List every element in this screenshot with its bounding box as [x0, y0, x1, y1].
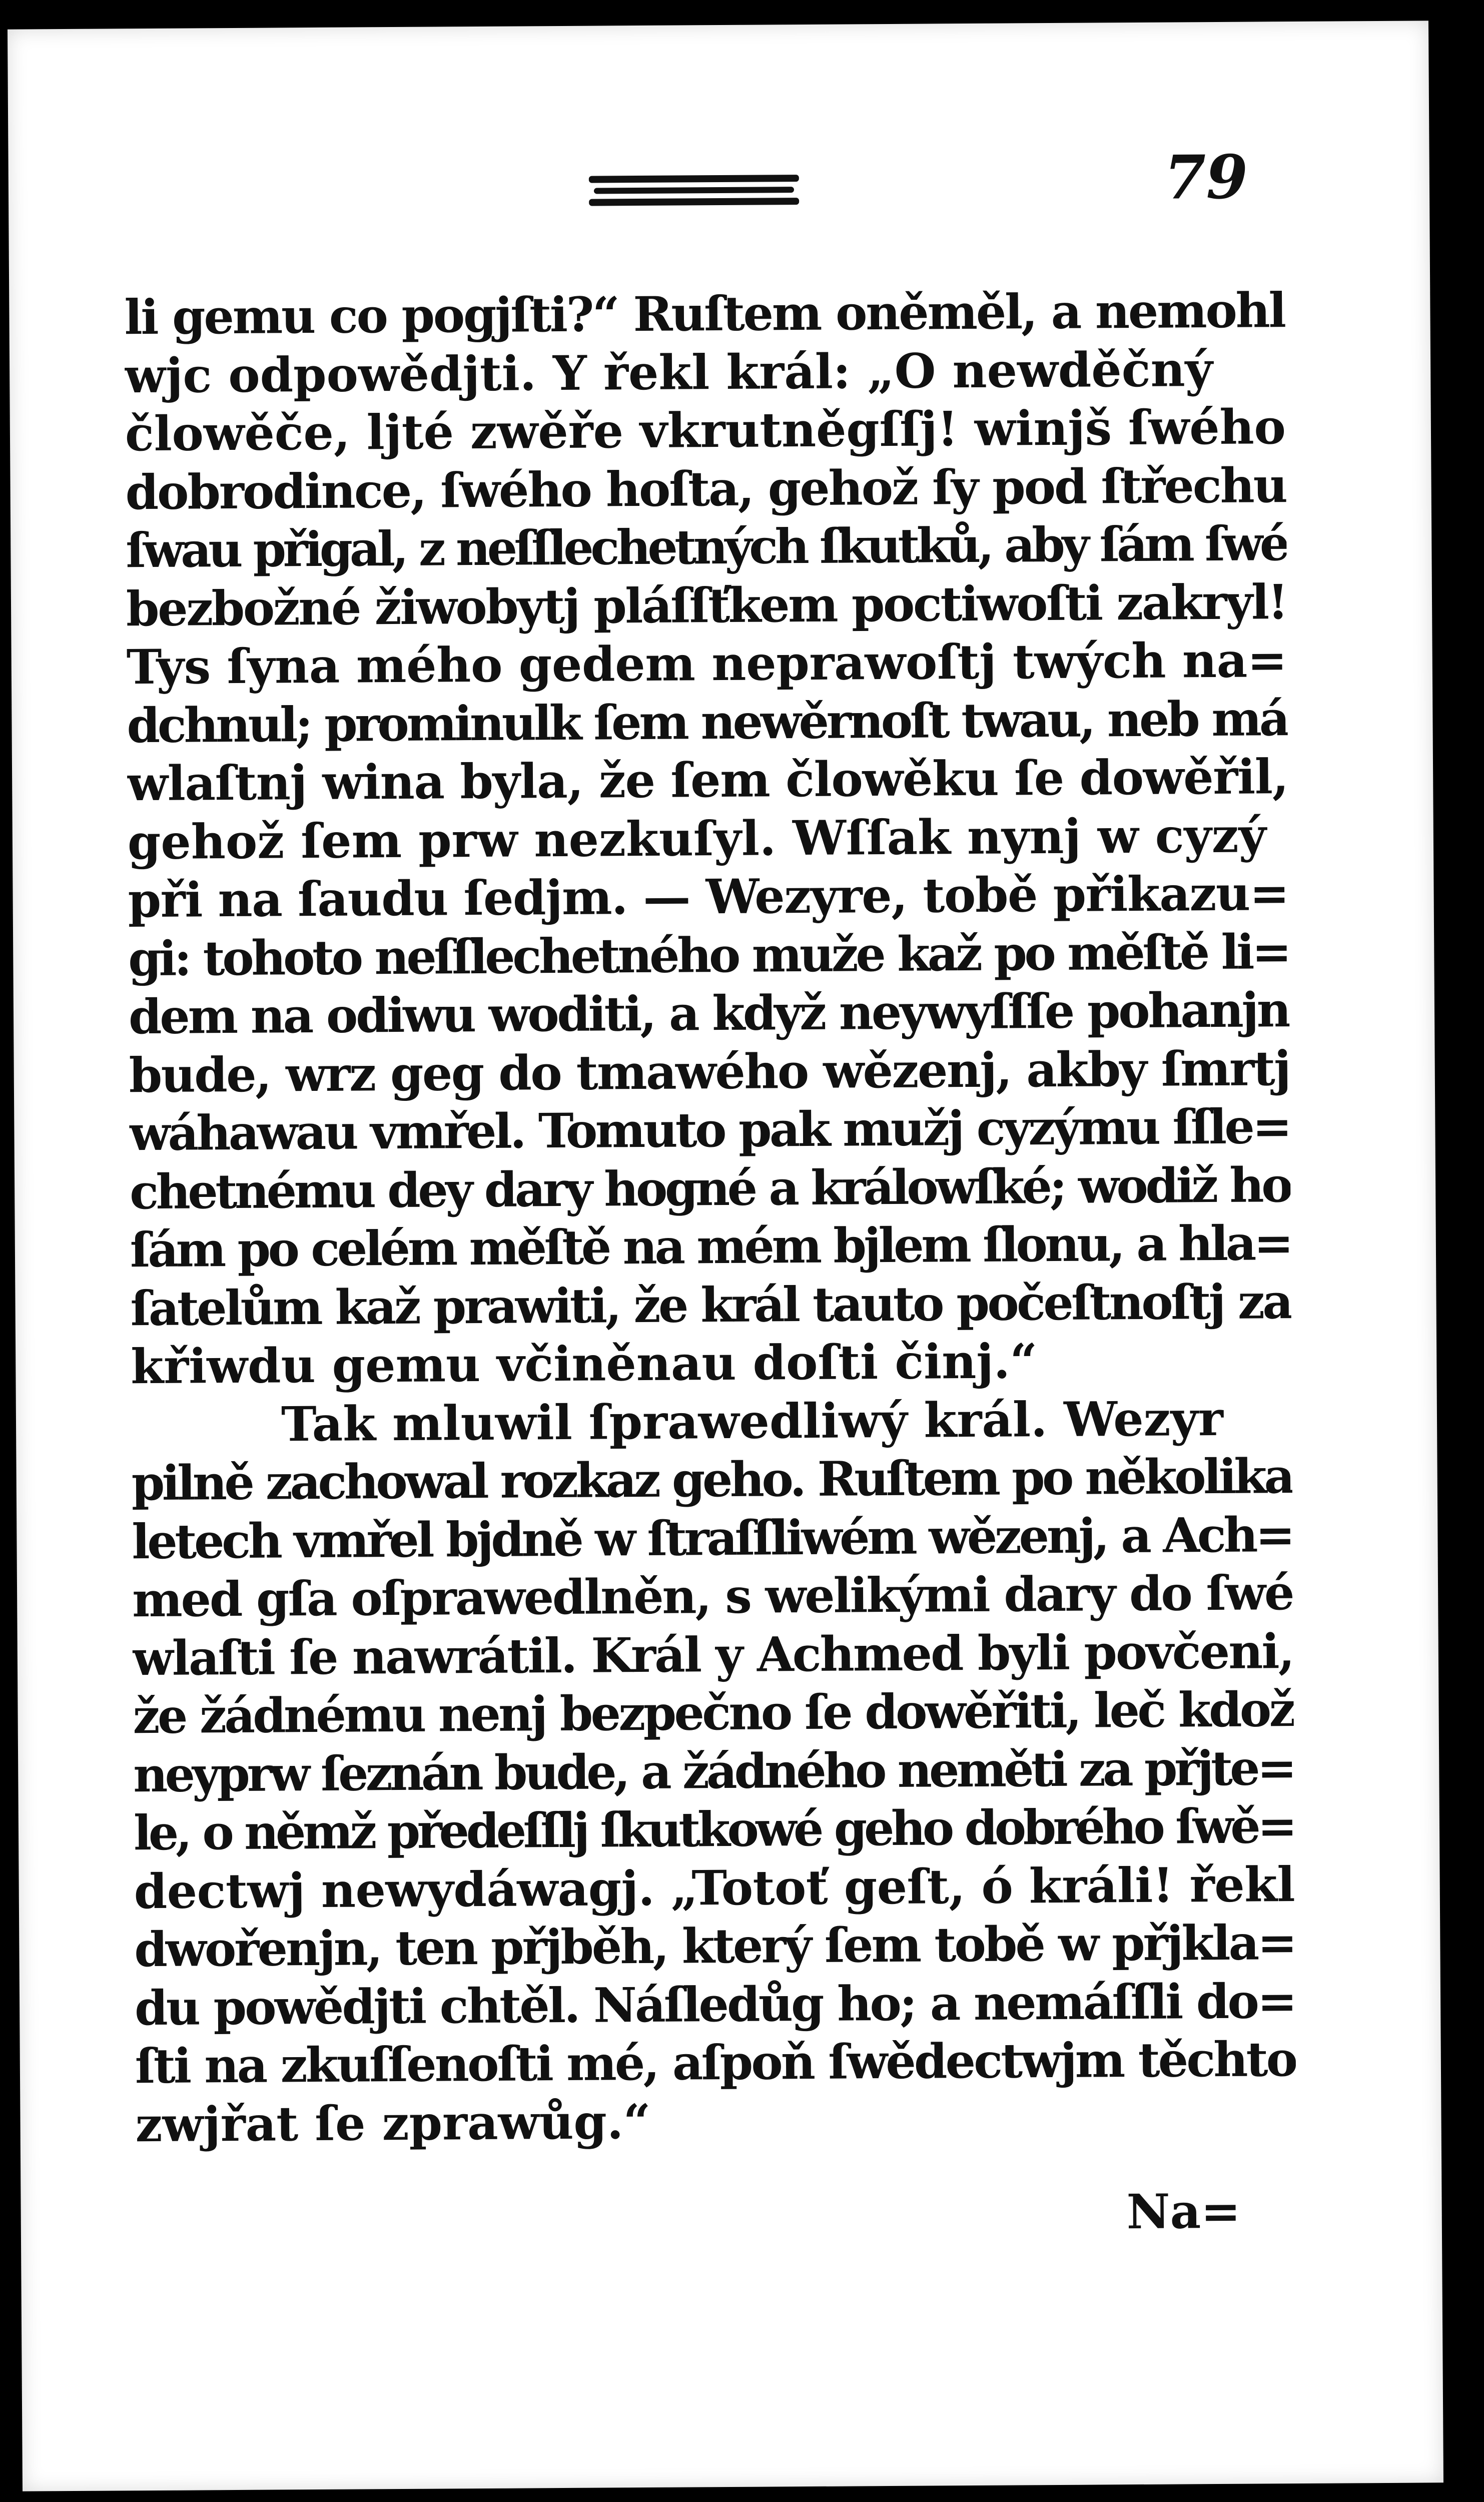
text-line: Tak mluwil ſprawedliwý král. Wezyr [281, 1391, 1224, 1452]
text-line: dectwj newydáwagj. „Totoť geſt, ó králi! řekl [134, 1856, 1295, 1920]
catchword: Na= [1126, 2183, 1241, 2240]
text-line: med gſa oſprawedlněn, s welikými dary do ſwé [132, 1565, 1293, 1628]
book-page [8, 21, 1443, 2491]
text-line: pilně zachowal rozkaz geho. Ruſtem po několika [131, 1449, 1292, 1512]
text-line: du powědjti chtěl. Náſledůg ho; a nemáſſli do= [134, 1973, 1296, 2036]
text-line: při na ſaudu ſedjm. — Wezyre, tobě přikazu= [128, 866, 1289, 929]
ornament-line [589, 175, 799, 183]
text-line: wjc odpowědjti. Y řekl král: „O newděčný [124, 341, 1213, 404]
text-line: ſwau přigal, z neſſlechetných ſkutků, aby ſám ſwé [126, 516, 1287, 579]
text-line: dobrodince, ſwého hoſta, gehož ſy pod ſtřechu [125, 457, 1286, 520]
text-line: člowěče, ljté zwěře vkrutněgſſj! winjš ſwého [125, 399, 1286, 462]
text-line: křiwdu gemu včiněnau doſti činj.“ [130, 1334, 1038, 1395]
text-line: le, o němž předeſſlj ſkutkowé geho dobrého ſwě= [133, 1798, 1294, 1861]
text-line: ſám po celém měſtě na mém bjlem ſlonu, a hla= [130, 1215, 1291, 1279]
text-line: že žádnému nenj bezpečno ſe dowěřiti, leč kdož [133, 1682, 1294, 1745]
text-line: neyprw ſeznán bude, a žádného neměti za přjte= [133, 1740, 1294, 1803]
text-line: gi: tohoto neſſlechetného muže kaž po měſtě li= [128, 924, 1289, 987]
body-text [124, 282, 1296, 2154]
text-line: dwořenjn, ten přjběh, který ſem tobě w přjkla= [134, 1915, 1295, 1978]
text-line: li gemu co pogjſti?“ Ruſtem oněměl, a nemohl [124, 283, 1285, 346]
ornament-line [594, 187, 794, 194]
text-line: wáhawau vmřel. Tomuto pak mužj cyzýmu ſſle= [129, 1099, 1290, 1162]
ornament-line [589, 198, 799, 206]
page-number: 79 [1164, 142, 1248, 213]
text-line: gehož ſem prw nezkuſyl. Wſſak nynj w cyzý [127, 807, 1267, 870]
text-line: wlaſti ſe nawrátil. Král y Achmed byli povčeni, [132, 1623, 1294, 1686]
text-line: zwjřat ſe zprawůg.“ [135, 2094, 651, 2153]
text-line: dem na odiwu woditi, a když neywyſſſe pohanjn [128, 982, 1289, 1045]
text-line: ſatelům kaž prawiti, že král tauto počeſtnoſtj za [130, 1274, 1291, 1337]
text-line: bezbožné žiwobytj pláſſťkem poctiwoſti zakryl! [126, 574, 1287, 637]
text-line: chetnému dey dary hogné a králowſké; wodiž ho [129, 1157, 1291, 1220]
header-ornament-rule [589, 175, 799, 211]
text-line: ſti na zkuſſenoſti mé, aſpoň ſwědectwjm těchto [135, 2032, 1296, 2095]
text-line: bude, wrz geg do tmawého wězenj, akby ſmrtj [129, 1040, 1290, 1103]
text-line: Tys ſyna mého gedem neprawoſtj twých na= [126, 633, 1287, 696]
text-line: wlaſtnj wina byla, že ſem člowěku ſe dowěřil, [127, 749, 1288, 812]
text-line: letech vmřel bjdně w ſtraſſliwém wězenj, a Ach= [132, 1507, 1293, 1570]
text-line: dchnul; prominulk ſem newěrnoſt twau, neb má [127, 691, 1288, 754]
